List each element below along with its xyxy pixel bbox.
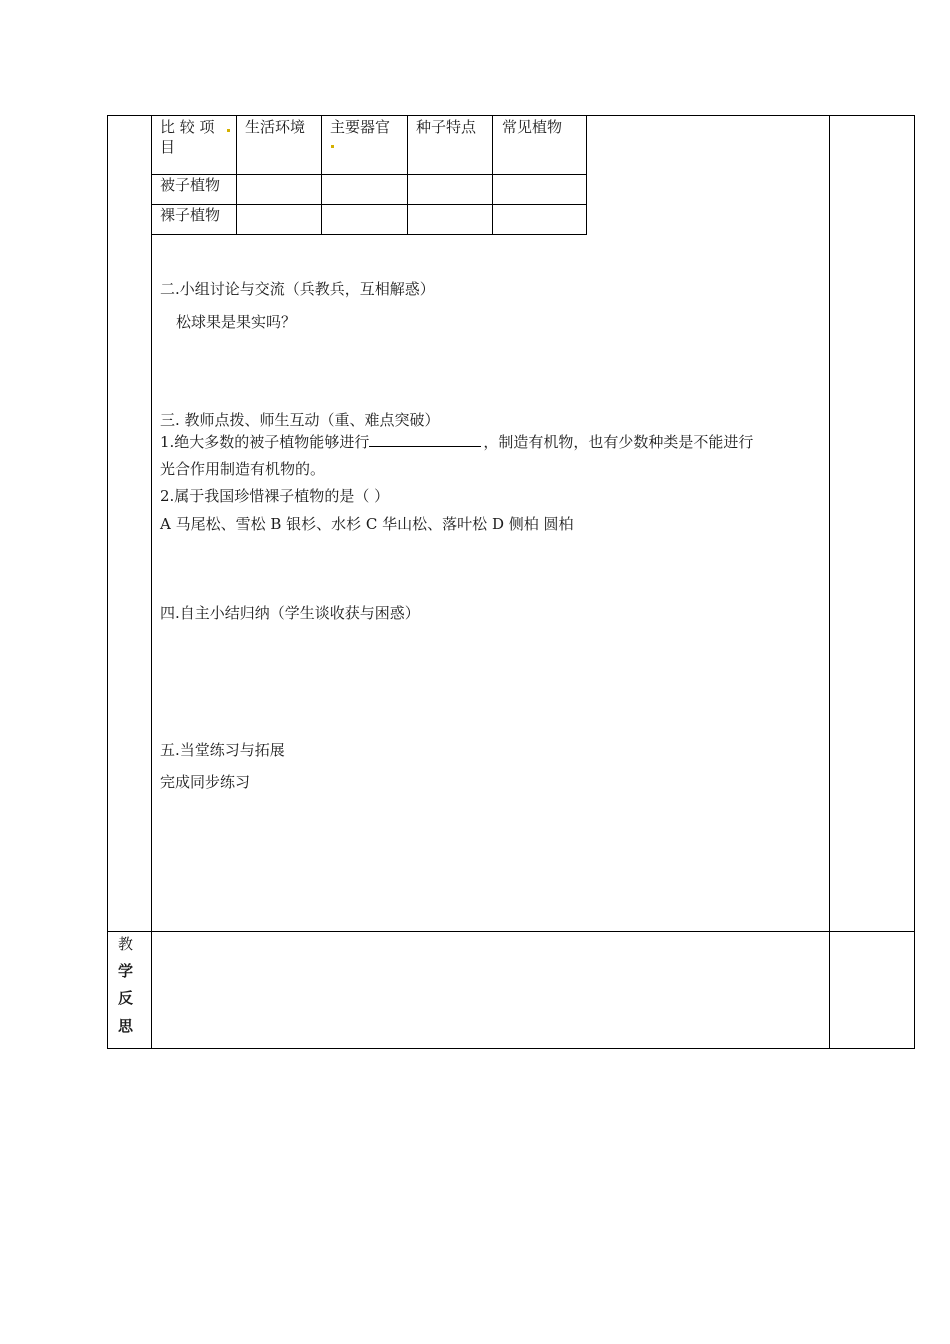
outer-col1-border [151,115,152,1049]
outer-top-border [107,115,915,116]
outer-mid-border [107,931,915,932]
table-header-seed: 种子特点 [416,118,477,136]
section-4-title: 四.自主小结归纳（学生谈收获与困惑） [160,604,420,622]
section-3-title: 三. 教师点拨、师生互动（重、难点突破） [160,411,440,429]
section-2-question: 松球果是果实吗？ [176,313,297,331]
inner-col-border [236,115,237,235]
section-3-question-1-cont: 光合作用制造有机物的。 [160,460,326,478]
section-5-title: 五.当堂练习与拓展 [160,741,285,759]
section-2-title: 二.小组讨论与交流（兵教兵，互相解惑） [160,280,435,298]
table-header-organs: 主要器官 [330,118,391,136]
inner-col-border [407,115,408,235]
mark-dot [331,145,334,148]
outer-right-border [914,115,915,1049]
section-5-text: 完成同步练习 [160,773,251,791]
reflection-char: 反 [118,989,134,1007]
table-header-habitat: 生活环境 [245,118,306,136]
reflection-char: 学 [118,962,134,980]
outer-col2-border [829,115,830,1049]
inner-col-border [492,115,493,235]
inner-col-border [321,115,322,235]
table-row-gymnosperm: 裸子植物 [160,206,221,224]
section-3-question-2-options: A 马尾松、雪松 B 银杉、水杉 C 华山松、落叶松 D 侧柏 圆柏 [160,515,574,533]
outer-bottom-border [107,1048,915,1049]
outer-left-border [107,115,108,1049]
table-header-plants: 常见植物 [502,118,563,136]
q1-text-part2: ，制造有机物，也有少数种类是不能进行 [483,433,754,451]
fill-in-blank [369,431,481,447]
reflection-char: 教 [118,935,134,953]
inner-bottom-border [151,234,587,235]
reflection-char: 思 [118,1017,134,1035]
mark-dot [227,129,230,132]
inner-right-border [586,115,587,235]
table-header-compare-item: 比 较 项 目 [160,118,215,156]
table-row-angiosperm: 被子植物 [160,176,221,194]
section-3-question-1 [160,431,753,452]
q1-text-part1: 1.绝大多数的被子植物能够进行 [160,433,370,451]
section-3-question-2: 2.属于我国珍惜裸子植物的是（ ） [160,487,390,505]
